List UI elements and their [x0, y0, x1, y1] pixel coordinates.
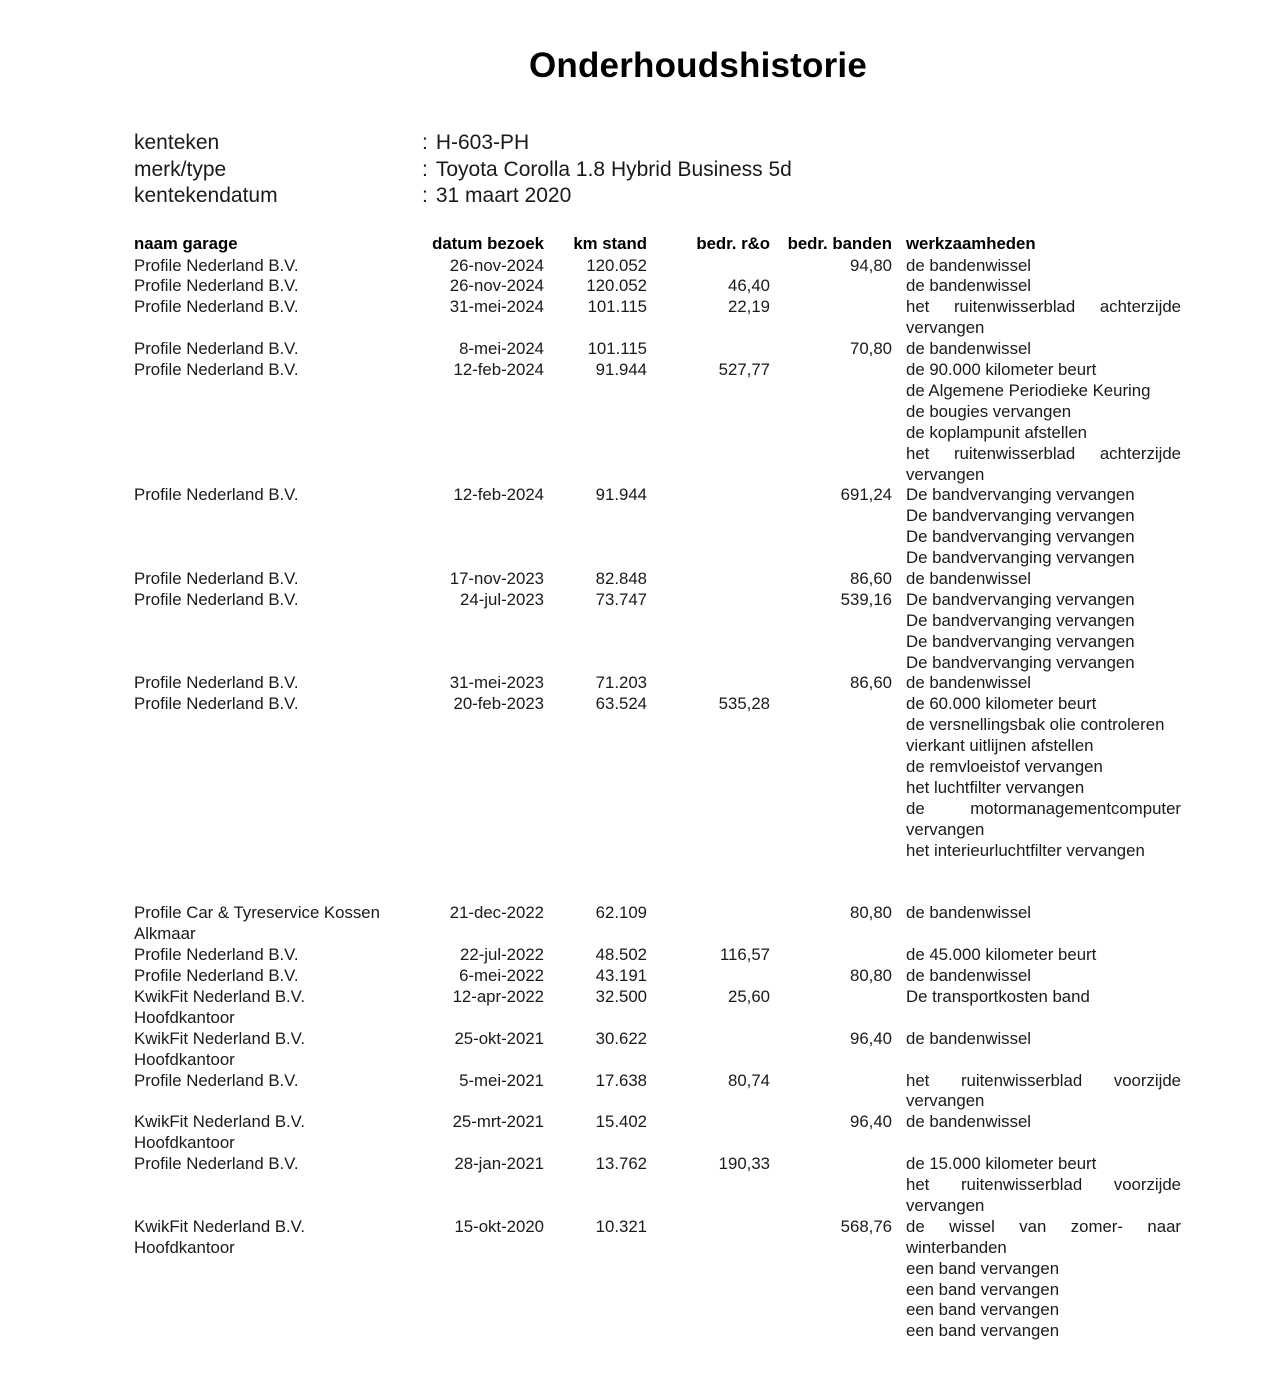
odometer-reading: 43.191 [595, 966, 647, 986]
table-row [134, 339, 1244, 360]
column-header-km: km stand [573, 234, 647, 253]
work-item: een band vervangen [906, 1258, 1060, 1278]
tire-cost: 80,80 [850, 966, 892, 986]
work-item: De bandvervanging vervangen [906, 652, 1135, 672]
repair-cost: 25,60 [728, 986, 770, 1006]
garage-name [134, 256, 414, 277]
table-header [134, 234, 1244, 256]
repair-cost: 46,40 [728, 276, 770, 296]
garage-name [134, 966, 414, 987]
work-item: vierkant uitlijnen afstellen [906, 736, 1094, 756]
table-row [134, 694, 1244, 903]
work-item: het ruitenwisserblad achterzijde vervangen [906, 297, 1181, 338]
work-items [906, 360, 1206, 485]
work-item: de bandenwissel [906, 1112, 1032, 1132]
garage-name-line: Hoofdkantoor [134, 1049, 235, 1069]
garage-name-line: Profile Nederland B.V. [134, 255, 299, 275]
work-item: een band vervangen [906, 1279, 1060, 1299]
repair-cost: 527,77 [718, 359, 770, 379]
visit-date: 24-jul-2023 [460, 589, 544, 609]
visit-date: 6-mei-2022 [459, 966, 544, 986]
table-row [134, 1071, 1244, 1113]
table-row [134, 1112, 1244, 1154]
odometer-reading: 82.848 [595, 568, 647, 588]
garage-name [134, 569, 414, 590]
odometer-reading: 30.622 [595, 1028, 647, 1048]
garage-name-line: KwikFit Nederland B.V. [134, 1112, 305, 1132]
work-item: de wissel van zomer- naar winterbanden [906, 1216, 1181, 1257]
work-item: de koplampunit afstellen [906, 422, 1087, 442]
visit-date: 25-mrt-2021 [452, 1112, 544, 1132]
work-items [906, 1217, 1206, 1342]
work-item: de bandenwissel [906, 903, 1032, 923]
table-row [134, 903, 1244, 945]
visit-date: 21-dec-2022 [449, 903, 544, 923]
table-row [134, 297, 1244, 339]
work-item: de bandenwissel [906, 255, 1032, 275]
tire-cost: 539,16 [840, 589, 892, 609]
garage-name-line: Profile Nederland B.V. [134, 1154, 299, 1174]
work-items [906, 903, 1206, 924]
garage-name [134, 1217, 414, 1259]
visit-date: 17-nov-2023 [449, 568, 544, 588]
garage-name [134, 360, 414, 381]
odometer-reading: 32.500 [595, 986, 647, 1006]
work-item: de bandenwissel [906, 1028, 1032, 1048]
odometer-reading: 101.115 [587, 339, 647, 359]
garage-name-line: KwikFit Nederland B.V. [134, 1028, 305, 1048]
table-body [134, 256, 1244, 1343]
column-header-date: datum bezoek [432, 234, 544, 253]
visit-date: 31-mei-2024 [449, 297, 544, 317]
garage-name-line: Alkmaar [134, 924, 196, 944]
work-items [906, 256, 1206, 277]
tire-cost: 96,40 [850, 1112, 892, 1132]
work-item: De transportkosten band [906, 986, 1090, 1006]
table-row [134, 360, 1244, 485]
garage-name [134, 276, 414, 297]
odometer-reading: 62.109 [595, 903, 647, 923]
garage-name-line: Profile Nederland B.V. [134, 485, 299, 505]
visit-date: 25-okt-2021 [454, 1028, 544, 1048]
tire-cost: 86,60 [850, 673, 892, 693]
table-row [134, 673, 1244, 694]
field-label: merk/type [134, 157, 227, 181]
table-row [134, 945, 1244, 966]
garage-name-line: Hoofdkantoor [134, 1133, 235, 1153]
visit-date: 8-mei-2024 [459, 339, 544, 359]
work-item: het ruitenwisserblad achterzijde vervangen [906, 443, 1181, 484]
visit-date: 31-mei-2023 [449, 673, 544, 693]
work-item: het ruitenwisserblad voorzijde vervangen [906, 1070, 1181, 1111]
visit-date: 26-nov-2024 [449, 276, 544, 296]
table-row [134, 1029, 1244, 1071]
table-row [134, 966, 1244, 987]
garage-name [134, 1154, 414, 1175]
tire-cost: 80,80 [850, 903, 892, 923]
work-item: de bandenwissel [906, 568, 1032, 588]
tire-cost: 96,40 [850, 1028, 892, 1048]
work-item: het interieurluchtfilter vervangen [906, 840, 1145, 860]
garage-name [134, 1112, 414, 1154]
garage-name [134, 1029, 414, 1071]
tire-cost: 94,80 [850, 255, 892, 275]
work-item: de bandenwissel [906, 339, 1032, 359]
field-value: : Toyota Corolla 1.8 Hybrid Business 5d [422, 157, 792, 184]
visit-date: 28-jan-2021 [454, 1154, 544, 1174]
table-row [134, 256, 1244, 277]
work-item: De bandvervanging vervangen [906, 506, 1135, 526]
work-items [906, 945, 1206, 966]
visit-date: 20-feb-2023 [453, 694, 544, 714]
odometer-reading: 48.502 [595, 945, 647, 965]
garage-name-line: Profile Nederland B.V. [134, 297, 299, 317]
garage-name-line: KwikFit Nederland B.V. [134, 1216, 305, 1236]
table-row [134, 1217, 1244, 1342]
work-items [906, 694, 1206, 861]
garage-name-line: Hoofdkantoor [134, 1237, 235, 1257]
work-item: De bandvervanging vervangen [906, 589, 1135, 609]
work-items [906, 966, 1206, 987]
visit-date: 15-okt-2020 [454, 1216, 544, 1236]
work-item: de 90.000 kilometer beurt [906, 359, 1097, 379]
visit-date: 22-jul-2022 [460, 945, 544, 965]
garage-name [134, 694, 414, 715]
work-item: de Algemene Periodieke Keuring [906, 380, 1151, 400]
table-row [134, 590, 1244, 674]
repair-cost: 190,33 [718, 1154, 770, 1174]
table-row [134, 569, 1244, 590]
garage-name-line: Profile Nederland B.V. [134, 1070, 299, 1090]
column-header-tire-cost: bedr. banden [787, 234, 892, 253]
garage-name-line: Profile Nederland B.V. [134, 589, 299, 609]
work-item: de 15.000 kilometer beurt [906, 1154, 1097, 1174]
work-items [906, 987, 1206, 1008]
work-items [906, 590, 1206, 674]
garage-name-line: Profile Nederland B.V. [134, 966, 299, 986]
garage-name-line: Profile Nederland B.V. [134, 276, 299, 296]
maintenance-history-table [134, 234, 1244, 1342]
visit-date: 5-mei-2021 [459, 1070, 544, 1090]
odometer-reading: 120.052 [586, 276, 647, 296]
odometer-reading: 17.638 [595, 1070, 647, 1090]
garage-name-line: Profile Nederland B.V. [134, 359, 299, 379]
garage-name-line: Profile Car & Tyreservice Kossen [134, 903, 380, 923]
work-item: De bandvervanging vervangen [906, 485, 1135, 505]
garage-name [134, 987, 414, 1029]
odometer-reading: 63.524 [595, 694, 647, 714]
odometer-reading: 91.944 [595, 359, 647, 379]
table-row [134, 987, 1244, 1029]
work-item: de 60.000 kilometer beurt [906, 694, 1097, 714]
garage-name [134, 590, 414, 611]
odometer-reading: 15.402 [595, 1112, 647, 1132]
visit-date: 26-nov-2024 [449, 255, 544, 275]
garage-name-line: Profile Nederland B.V. [134, 568, 299, 588]
repair-cost: 535,28 [718, 694, 770, 714]
table-row [134, 1154, 1244, 1217]
odometer-reading: 73.747 [595, 589, 647, 609]
tire-cost: 70,80 [850, 339, 892, 359]
garage-name-line: Profile Nederland B.V. [134, 339, 299, 359]
work-item: een band vervangen [906, 1300, 1060, 1320]
work-item: De bandvervanging vervangen [906, 548, 1135, 568]
garage-name-line: KwikFit Nederland B.V. [134, 986, 305, 1006]
work-item: de bandenwissel [906, 966, 1032, 986]
column-header-garage: naam garage [134, 234, 238, 253]
column-header-repair-cost: bedr. r&o [696, 234, 770, 253]
garage-name [134, 297, 414, 318]
tire-cost: 691,24 [840, 485, 892, 505]
work-items [906, 673, 1206, 694]
work-item: het luchtfilter vervangen [906, 777, 1085, 797]
work-item: de versnellingsbak olie controleren [906, 715, 1165, 735]
repair-cost: 80,74 [728, 1070, 770, 1090]
odometer-reading: 10.321 [595, 1216, 647, 1236]
work-items [906, 339, 1206, 360]
tire-cost: 568,76 [840, 1216, 892, 1236]
tire-cost: 86,60 [850, 568, 892, 588]
repair-cost: 22,19 [728, 297, 770, 317]
work-items [906, 276, 1206, 297]
odometer-reading: 71.203 [595, 673, 647, 693]
garage-name [134, 485, 414, 506]
odometer-reading: 13.762 [595, 1154, 647, 1174]
work-item: De bandvervanging vervangen [906, 631, 1135, 651]
garage-name-line: Hoofdkantoor [134, 1007, 235, 1027]
work-item: De bandvervanging vervangen [906, 610, 1135, 630]
garage-name-line: Profile Nederland B.V. [134, 945, 299, 965]
field-value: : 31 maart 2020 [422, 183, 571, 210]
work-item: de 45.000 kilometer beurt [906, 945, 1097, 965]
work-item: de bandenwissel [906, 673, 1032, 693]
garage-name-line: Profile Nederland B.V. [134, 694, 299, 714]
work-item: de bandenwissel [906, 276, 1032, 296]
work-items [906, 1112, 1206, 1133]
table-row [134, 485, 1244, 569]
work-item: het ruitenwisserblad voorzijde vervangen [906, 1175, 1181, 1215]
visit-date: 12-apr-2022 [452, 986, 544, 1006]
page-title: Onderhoudshistorie [528, 46, 868, 85]
field-value: : H-603-PH [422, 130, 529, 157]
work-items [906, 485, 1206, 569]
garage-name [134, 673, 414, 694]
repair-cost: 116,57 [719, 945, 770, 965]
visit-date: 12-feb-2024 [453, 359, 544, 379]
garage-name-line: Profile Nederland B.V. [134, 673, 299, 693]
column-header-work: werkzaamheden [906, 234, 1036, 253]
field-label: kentekendatum [134, 184, 278, 207]
garage-name [134, 1071, 414, 1092]
work-item: een band vervangen [906, 1321, 1060, 1341]
work-item: de motormanagementcomputer vervangen [906, 798, 1181, 839]
odometer-reading: 120.052 [586, 255, 647, 275]
work-item: de bougies vervangen [906, 401, 1072, 421]
work-items [906, 569, 1206, 590]
work-items [906, 1071, 1206, 1113]
garage-name [134, 903, 414, 945]
odometer-reading: 101.115 [587, 297, 647, 317]
work-items [906, 1154, 1206, 1217]
work-items [906, 297, 1206, 339]
visit-date: 12-feb-2024 [453, 485, 544, 505]
work-item: De bandvervanging vervangen [906, 527, 1135, 547]
work-items [906, 1029, 1206, 1050]
work-item: de remvloeistof vervangen [906, 757, 1103, 777]
odometer-reading: 91.944 [595, 485, 647, 505]
field-label: kenteken [134, 131, 220, 154]
garage-name [134, 945, 414, 966]
table-row [134, 276, 1244, 297]
garage-name [134, 339, 414, 360]
